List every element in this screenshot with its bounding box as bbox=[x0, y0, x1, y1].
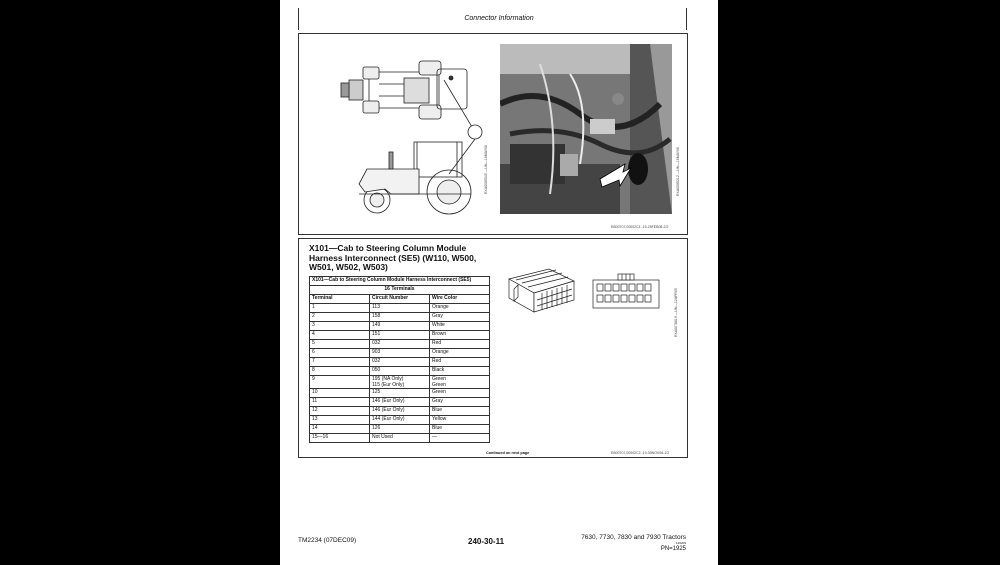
footer-pn: PN=1925 bbox=[660, 546, 686, 552]
wire-color-cell: Blue bbox=[430, 425, 490, 434]
footer-page-number: 240-30-11 bbox=[468, 537, 505, 546]
circuit-cell: 903 bbox=[370, 349, 430, 358]
terminal-cell: 11 bbox=[310, 398, 370, 407]
table-row bbox=[310, 349, 490, 358]
wire-color-cell: Red bbox=[430, 340, 490, 349]
footer-model-list bbox=[562, 534, 686, 553]
table-row bbox=[310, 313, 490, 322]
location-figure-box bbox=[298, 33, 688, 235]
circuit-cell: Not Used bbox=[370, 434, 430, 443]
circuit-cell: 032 bbox=[370, 358, 430, 367]
table-row bbox=[310, 425, 490, 434]
wire-color-cell: Orange bbox=[430, 304, 490, 313]
wire-color-cell: Gray bbox=[430, 398, 490, 407]
table-row bbox=[310, 340, 490, 349]
terminal-cell: 2 bbox=[310, 313, 370, 322]
connector-photo bbox=[500, 44, 672, 214]
wire-color-cell: Green bbox=[430, 389, 490, 398]
terminal-cell: 5 bbox=[310, 340, 370, 349]
terminal-cell: 7 bbox=[310, 358, 370, 367]
table-row bbox=[310, 358, 490, 367]
page-header-title: Connector Information bbox=[464, 15, 534, 22]
wire-color-cell: Yellow bbox=[430, 416, 490, 425]
circuit-cell: 125 bbox=[370, 389, 430, 398]
connector-face-drawing bbox=[591, 272, 663, 312]
wire-color-cell: Orange bbox=[430, 349, 490, 358]
tractor-diagram bbox=[299, 34, 489, 229]
terminal-cell: 15—16 bbox=[310, 434, 370, 443]
table-row bbox=[310, 322, 490, 331]
circuit-cell: 113 bbox=[370, 304, 430, 313]
wire-color-cell: Gray bbox=[430, 313, 490, 322]
circuit-cell: 151 bbox=[370, 331, 430, 340]
circuit-cell: 149 bbox=[370, 322, 430, 331]
circuit-cell: 195 (NA Only) 115 (Eur Only) bbox=[370, 376, 430, 389]
figure-label-left: RXA0085545 —UN—16MAY06 bbox=[484, 145, 488, 194]
table-row bbox=[310, 416, 490, 425]
table-row bbox=[310, 389, 490, 398]
figure2-vertical-label: RXA0078819 —UN—12APR05 bbox=[674, 288, 678, 337]
table-row bbox=[310, 434, 490, 443]
terminal-cell: 6 bbox=[310, 349, 370, 358]
table-row bbox=[310, 376, 490, 389]
wire-color-cell: White bbox=[430, 322, 490, 331]
table-subtitle: 16 Terminals bbox=[310, 286, 490, 295]
table-row bbox=[310, 367, 490, 376]
wire-color-cell: Blue bbox=[430, 407, 490, 416]
wire-color-cell: Black bbox=[430, 367, 490, 376]
wire-color-cell: Brown bbox=[430, 331, 490, 340]
wire-color-cell: — bbox=[430, 434, 490, 443]
footer-models: 7630, 7730, 7830 and 7930 Tractors bbox=[581, 534, 686, 541]
terminal-cell: 9 bbox=[310, 376, 370, 389]
terminal-cell: 14 bbox=[310, 425, 370, 434]
terminal-cell: 13 bbox=[310, 416, 370, 425]
circuit-cell: 146 (Eur Only) bbox=[370, 398, 430, 407]
connector-section-box bbox=[298, 238, 688, 458]
circuit-cell: 126 bbox=[370, 425, 430, 434]
terminal-cell: 4 bbox=[310, 331, 370, 340]
table-row bbox=[310, 398, 490, 407]
circuit-cell: 050 bbox=[370, 367, 430, 376]
circuit-cell: 146 (Eur Only) bbox=[370, 407, 430, 416]
header-terminal: Terminal bbox=[310, 295, 370, 304]
wire-color-cell: Red bbox=[430, 358, 490, 367]
header-circuit: Circuit Number bbox=[370, 295, 430, 304]
circuit-cell: 158 bbox=[370, 313, 430, 322]
wire-color-cell: Green Green bbox=[430, 376, 490, 389]
table-row bbox=[310, 304, 490, 313]
figure2-caption: EB00707,00002C2 -19-30NOV06-1/2 bbox=[611, 451, 670, 455]
table-title: X101—Cab to Steering Column Module Harness Interconnect (SE5) bbox=[310, 277, 490, 286]
footer-date-code: 120209 bbox=[675, 541, 686, 545]
terminal-cell: 3 bbox=[310, 322, 370, 331]
manual-page bbox=[280, 0, 718, 565]
figure-label-right: RXA0085212 —UN—16MAY06 bbox=[676, 147, 680, 196]
terminal-cell: 12 bbox=[310, 407, 370, 416]
circuit-cell: 032 bbox=[370, 340, 430, 349]
terminal-table bbox=[309, 276, 490, 443]
figure1-caption: EB00707,00002C1 -19-25FEB08-2/2 bbox=[611, 225, 669, 229]
connector-iso-drawing bbox=[504, 267, 579, 317]
header-wire-color: Wire Color bbox=[430, 295, 490, 304]
footer-manual-id: TM2234 (07DEC09) bbox=[298, 537, 357, 544]
terminal-cell: 10 bbox=[310, 389, 370, 398]
table-row bbox=[310, 407, 490, 416]
table-row bbox=[310, 331, 490, 340]
circuit-cell: 144 (Eur Only) bbox=[370, 416, 430, 425]
continued-note: Continued on next page bbox=[486, 451, 530, 455]
terminal-cell: 1 bbox=[310, 304, 370, 313]
section-title: X101—Cab to Steering Column Module Harness Interconnect (SE5) (W110, W500, W501, W502, W503) bbox=[309, 243, 477, 272]
terminal-cell: 8 bbox=[310, 367, 370, 376]
